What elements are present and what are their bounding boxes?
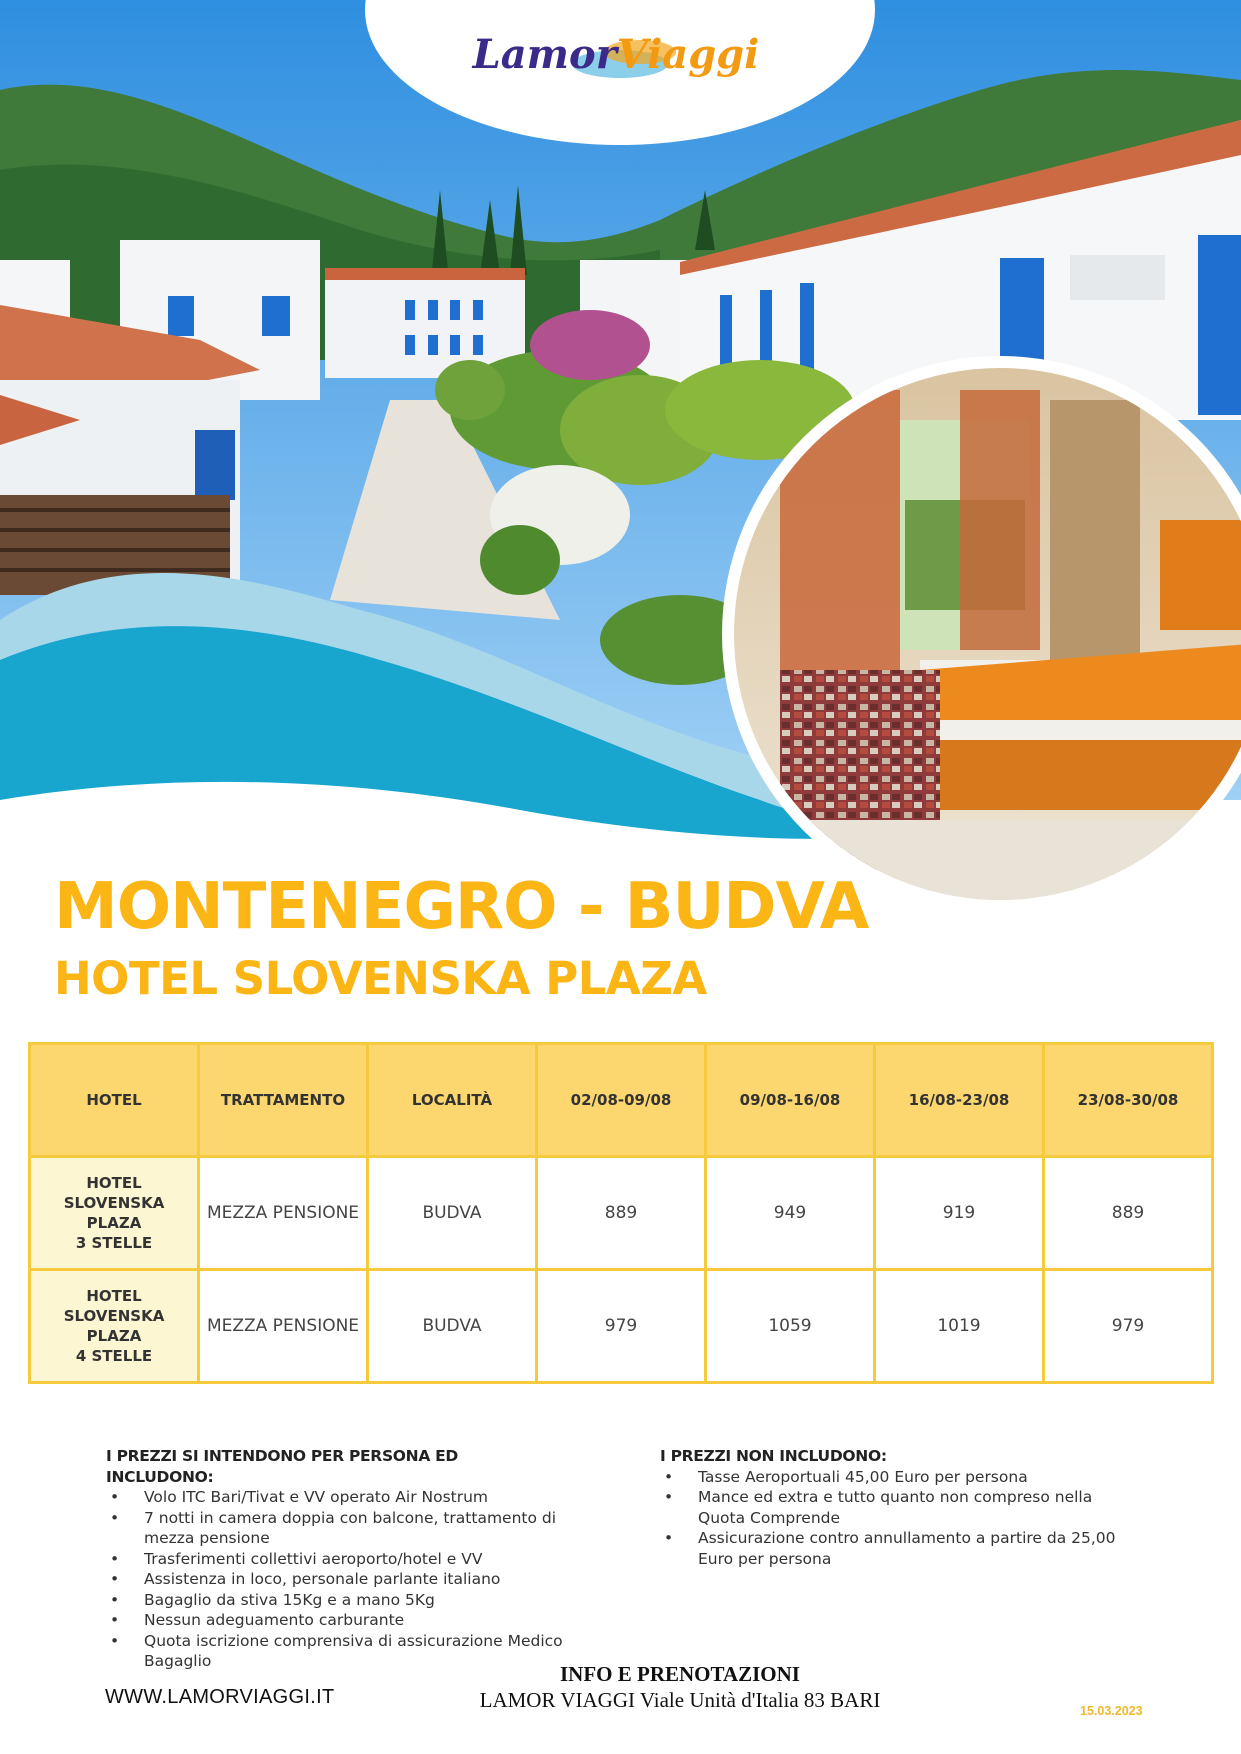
table-row (30, 1270, 1213, 1383)
list-item: • Quota iscrizione comprensiva di assicurazione Medico Bagaglio (144, 1631, 566, 1672)
hotel-name-cell: HOTEL SLOVENSKA PLAZA 3 STELLE (30, 1157, 199, 1270)
website-link[interactable]: WWW.LAMORVIAGGI.IT (105, 1686, 335, 1708)
column-header-date-3: 16/08-23/08 (875, 1044, 1044, 1157)
price-cell: 979 (1044, 1270, 1213, 1383)
price-cell: 979 (537, 1270, 706, 1383)
list-item: • Tasse Aeroportuali 45,00 Euro per persona (698, 1467, 1140, 1488)
list-item: • Nessun adeguamento carburante (144, 1610, 566, 1631)
column-header-localita: LOCALITÀ (368, 1044, 537, 1157)
column-header-hotel: HOTEL (30, 1044, 199, 1157)
logo: LamorViaggi (472, 31, 760, 78)
column-header-date-2: 09/08-16/08 (706, 1044, 875, 1157)
list-item: • Volo ITC Bari/Tivat e VV operato Air Nostrum (144, 1487, 566, 1508)
price-table (28, 1042, 1214, 1384)
info-title: INFO E PRENOTAZIONI (560, 1662, 800, 1686)
agency-address: LAMOR VIAGGI Viale Unità d'Italia 83 BARI (479, 1688, 881, 1712)
localita-cell: BUDVA (368, 1157, 537, 1270)
issue-date: 15.03.2023 (1080, 1704, 1143, 1718)
excludes-list (660, 1467, 1140, 1570)
list-item: • 7 notti in camera doppia con balcone, trattamento di mezza pensione (144, 1508, 566, 1549)
column-header-trattamento: TRATTAMENTO (199, 1044, 368, 1157)
excludes-section (660, 1446, 1140, 1569)
includes-section (106, 1446, 566, 1672)
price-cell: 1019 (875, 1270, 1044, 1383)
hotel-name-cell: HOTEL SLOVENSKA PLAZA 4 STELLE (30, 1270, 199, 1383)
list-item: • Mance ed extra e tutto quanto non compreso nella Quota Comprende (698, 1487, 1140, 1528)
price-cell: 919 (875, 1157, 1044, 1270)
includes-list (106, 1487, 566, 1672)
table-row (30, 1157, 1213, 1270)
list-item: • Assicurazione contro annullamento a partire da 25,00 Euro per persona (698, 1528, 1140, 1569)
column-header-date-4: 23/08-30/08 (1044, 1044, 1213, 1157)
column-header-date-1: 02/08-09/08 (537, 1044, 706, 1157)
price-cell: 889 (537, 1157, 706, 1270)
trattamento-cell: MEZZA PENSIONE (199, 1157, 368, 1270)
price-cell: 1059 (706, 1270, 875, 1383)
price-cell: 889 (1044, 1157, 1213, 1270)
list-item: • Trasferimenti collettivi aeroporto/hotel e VV (144, 1549, 566, 1570)
includes-heading: I PREZZI SI INTENDONO PER PERSONA ED INCLUDONO: (106, 1447, 458, 1486)
list-item: • Assistenza in loco, personale parlante italiano (144, 1569, 566, 1590)
localita-cell: BUDVA (368, 1270, 537, 1383)
page-title: MONTENEGRO - BUDVA (54, 870, 869, 944)
list-item: • Bagaglio da stiva 15Kg e a mano 5Kg (144, 1590, 566, 1611)
page-subtitle: HOTEL SLOVENSKA PLAZA (54, 952, 707, 1005)
trattamento-cell: MEZZA PENSIONE (199, 1270, 368, 1383)
price-cell: 949 (706, 1157, 875, 1270)
table-header-row (30, 1044, 1213, 1157)
excludes-heading: I PREZZI NON INCLUDONO: (660, 1447, 887, 1465)
